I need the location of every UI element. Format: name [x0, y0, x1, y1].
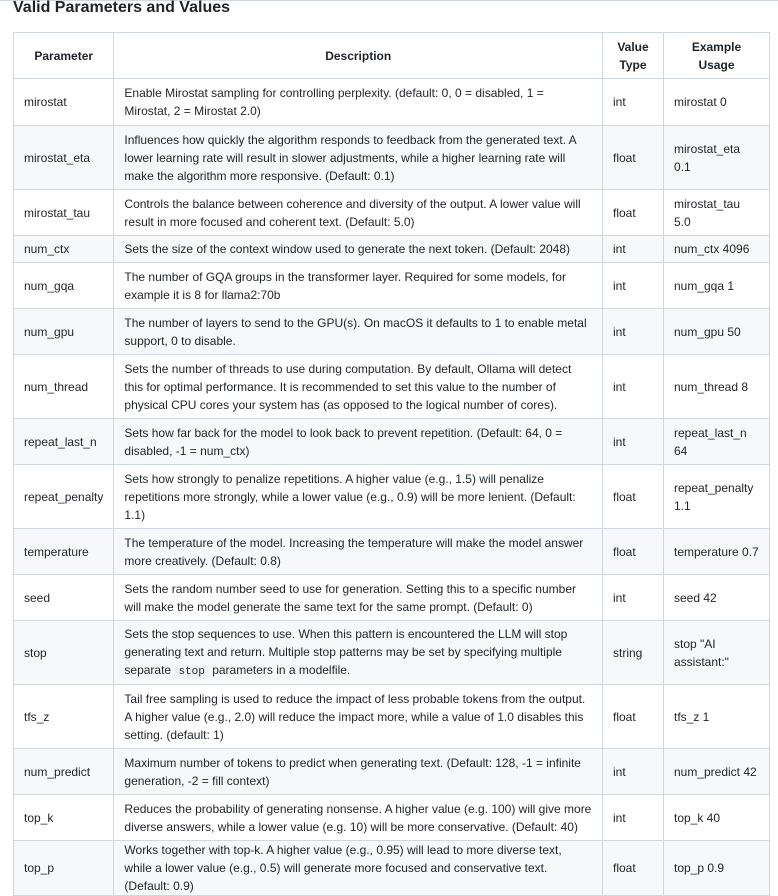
param-example: mirostat_eta 0.1	[663, 126, 769, 190]
table-row	[14, 355, 770, 419]
param-type: int	[603, 575, 664, 621]
param-description: Works together with top-k. A higher value (e.g., 0.95) will lead to more diverse text, while a lower value (e.g., 0.5) will generate more focused and conservative text. (Default: 0.9)	[114, 841, 603, 896]
param-example: top_p 0.9	[663, 841, 769, 896]
desc-text-after: parameters in a modelfile.	[208, 662, 351, 677]
param-description: Sets the number of threads to use during computation. By default, Ollama will detect this for optimal performance. It is recommended to set this value to the number of physical CPU cores your system has (as opposed to the logical number of cores).	[114, 355, 603, 419]
param-example: repeat_penalty 1.1	[663, 465, 769, 529]
param-name: repeat_penalty	[14, 465, 114, 529]
param-example: num_thread 8	[663, 355, 769, 419]
param-name: num_ctx	[14, 236, 114, 263]
param-type: float	[603, 465, 664, 529]
table-row	[14, 621, 770, 685]
header-parameter: Parameter	[14, 33, 114, 79]
param-description: Reduces the probability of generating nonsense. A higher value (e.g. 100) will give more diverse answers, while a lower value (e.g. 10) will be more conservative. (Default: 40)	[114, 795, 603, 841]
table-row	[14, 685, 770, 749]
param-description: Sets how far back for the model to look back to prevent repetition. (Default: 64, 0 = disabled, -1 = num_ctx)	[114, 419, 603, 465]
table-row	[14, 575, 770, 621]
header-value-type: Value Type	[603, 33, 664, 79]
table-row	[14, 190, 770, 236]
param-description: Sets the size of the context window used to generate the next token. (Default: 2048)	[114, 236, 603, 263]
param-type: int	[603, 419, 664, 465]
section-heading: Valid Parameters and Values	[13, 0, 231, 16]
param-name: top_p	[14, 841, 114, 896]
param-type: int	[603, 795, 664, 841]
param-name: mirostat_tau	[14, 190, 114, 236]
param-example: mirostat 0	[663, 79, 769, 126]
param-description: The temperature of the model. Increasing the temperature will make the model answer more creatively. (Default: 0.8)	[114, 529, 603, 575]
param-example: tfs_z 1	[663, 685, 769, 749]
table-row	[14, 309, 770, 355]
header-example-usage: Example Usage	[663, 33, 769, 79]
param-name: num_gpu	[14, 309, 114, 355]
param-type: int	[603, 749, 664, 795]
param-description: Enable Mirostat sampling for controlling perplexity. (default: 0, 0 = disabled, 1 = Mirostat, 2 = Mirostat 2.0)	[114, 79, 603, 126]
table-row	[14, 236, 770, 263]
param-name: mirostat_eta	[14, 126, 114, 190]
table-row	[14, 419, 770, 465]
param-description: Controls the balance between coherence and diversity of the output. A lower value will result in more focused and coherent text. (Default: 5.0)	[114, 190, 603, 236]
param-example: top_k 40	[663, 795, 769, 841]
param-example: num_predict 42	[663, 749, 769, 795]
param-description	[114, 621, 603, 685]
table-row	[14, 126, 770, 190]
param-type: int	[603, 79, 664, 126]
param-type: float	[603, 126, 664, 190]
param-description: Influences how quickly the algorithm responds to feedback from the generated text. A lower learning rate will result in slower adjustments, while a higher learning rate will make the algorithm more responsive. (Default: 0.1)	[114, 126, 603, 190]
param-example: stop "AI assistant:"	[663, 621, 769, 685]
param-description: Maximum number of tokens to predict when generating text. (Default: 128, -1 = infinite generation, -2 = fill context)	[114, 749, 603, 795]
param-type: int	[603, 355, 664, 419]
param-example: repeat_last_n 64	[663, 419, 769, 465]
param-type: int	[603, 236, 664, 263]
param-type: float	[603, 841, 664, 896]
param-description: Sets the random number seed to use for generation. Setting this to a specific number will make the model generate the same text for the same prompt. (Default: 0)	[114, 575, 603, 621]
desc-text-before: Sets the stop sequences to use. When this pattern is encountered the LLM will stop generating text and return. Multiple stop patterns may be set by specifying multiple separate	[124, 626, 568, 677]
table-row	[14, 795, 770, 841]
param-type: string	[603, 621, 664, 685]
table-row	[14, 465, 770, 529]
param-name: seed	[14, 575, 114, 621]
param-example: num_gqa 1	[663, 263, 769, 309]
parameters-table	[13, 32, 770, 896]
table-row	[14, 749, 770, 795]
param-description: The number of layers to send to the GPU(s). On macOS it defaults to 1 to enable metal support, 0 to disable.	[114, 309, 603, 355]
param-description: The number of GQA groups in the transformer layer. Required for some models, for example it is 8 for llama2:70b	[114, 263, 603, 309]
param-name: num_gqa	[14, 263, 114, 309]
param-name: temperature	[14, 529, 114, 575]
param-name: top_k	[14, 795, 114, 841]
param-name: tfs_z	[14, 685, 114, 749]
param-example: num_ctx 4096	[663, 236, 769, 263]
param-example: num_gpu 50	[663, 309, 769, 355]
table-row	[14, 79, 770, 126]
param-type: float	[603, 190, 664, 236]
param-type: float	[603, 529, 664, 575]
param-type: int	[603, 263, 664, 309]
param-name: num_thread	[14, 355, 114, 419]
param-example: mirostat_tau 5.0	[663, 190, 769, 236]
param-description: Tail free sampling is used to reduce the impact of less probable tokens from the output. A higher value (e.g., 2.0) will reduce the impact more, while a value of 1.0 disables this setting. (default: 1)	[114, 685, 603, 749]
param-example: temperature 0.7	[663, 529, 769, 575]
param-type: float	[603, 685, 664, 749]
param-name: repeat_last_n	[14, 419, 114, 465]
inline-code-stop: stop	[174, 665, 208, 679]
param-example: seed 42	[663, 575, 769, 621]
param-name: mirostat	[14, 79, 114, 126]
param-description: Sets how strongly to penalize repetitions. A higher value (e.g., 1.5) will penalize repetitions more strongly, while a lower value (e.g., 0.9) will be more lenient. (Default: 1.1)	[114, 465, 603, 529]
table-header-row	[14, 33, 770, 79]
param-type: int	[603, 309, 664, 355]
table-row	[14, 841, 770, 896]
header-description: Description	[114, 33, 603, 79]
table-row	[14, 529, 770, 575]
param-name: stop	[14, 621, 114, 685]
table-row	[14, 263, 770, 309]
param-name: num_predict	[14, 749, 114, 795]
